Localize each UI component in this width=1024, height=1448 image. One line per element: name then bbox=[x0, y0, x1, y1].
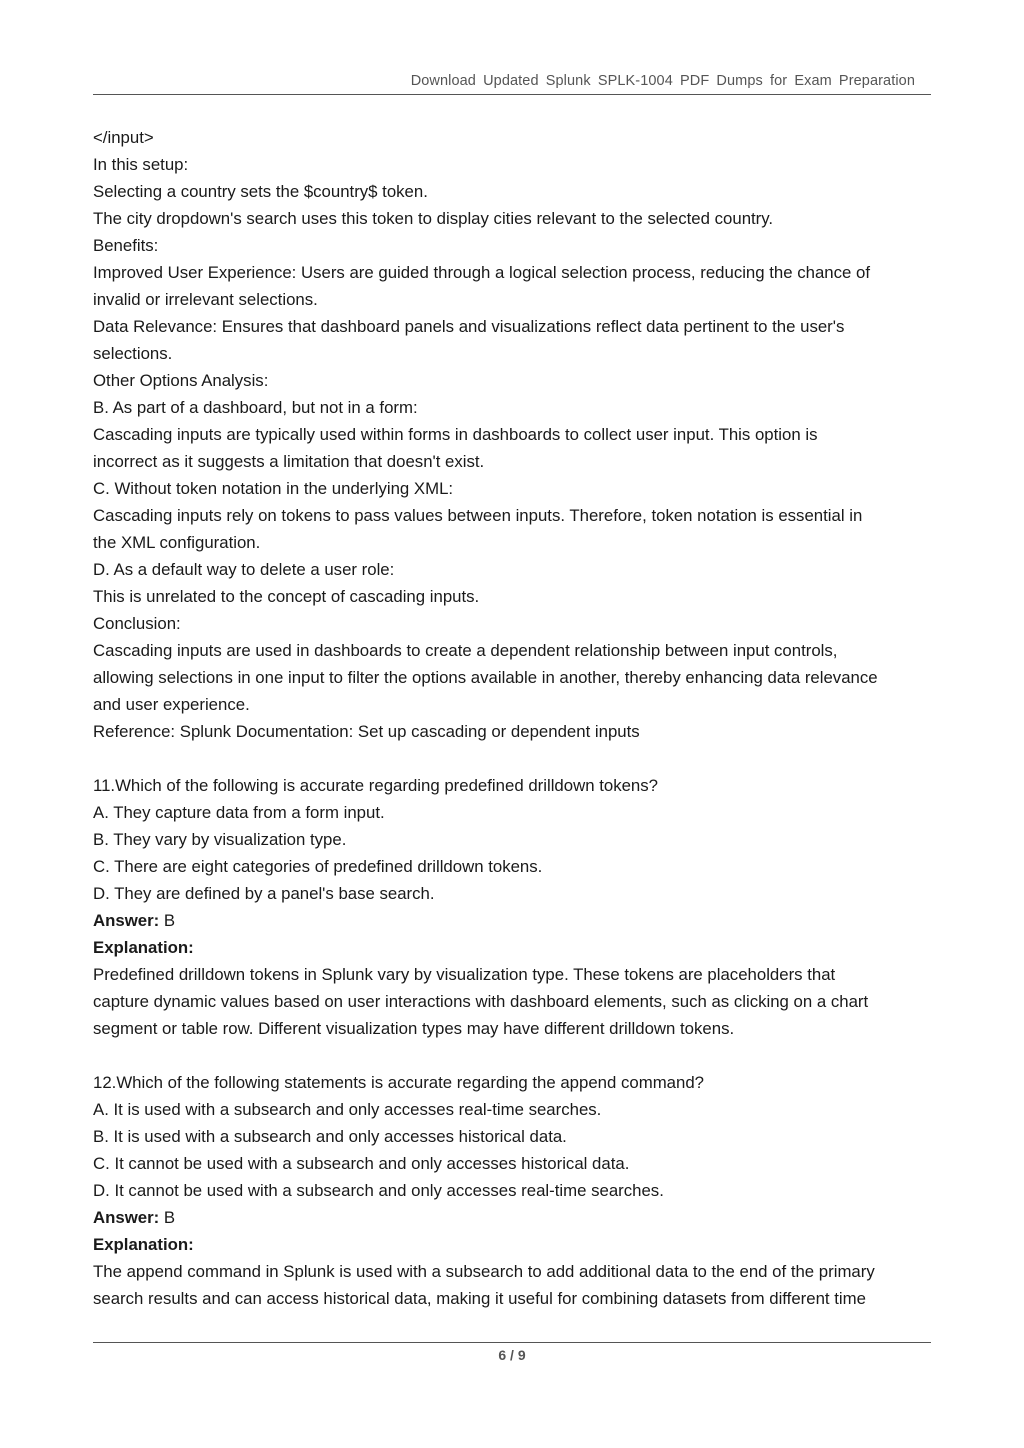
text-line: D. As a default way to delete a user role: bbox=[93, 560, 395, 579]
q11-option-d: D. They are defined by a panel's base search. bbox=[93, 884, 435, 903]
text-line: and user experience. bbox=[93, 695, 250, 714]
q11-option-b: B. They vary by visualization type. bbox=[93, 830, 347, 849]
text-line: Cascading inputs rely on tokens to pass values between inputs. Therefore, token notation is essential in bbox=[93, 506, 863, 525]
text-line: The city dropdown's search uses this token to display cities relevant to the selected country. bbox=[93, 209, 774, 228]
q12-option-b: B. It is used with a subsearch and only accesses historical data. bbox=[93, 1127, 567, 1146]
q12-option-d: D. It cannot be used with a subsearch and only accesses real-time searches. bbox=[93, 1181, 664, 1200]
answer-value: B bbox=[159, 1208, 176, 1227]
q11-explanation-line: segment or table row. Different visualization types may have different drilldown tokens. bbox=[93, 1019, 735, 1038]
q11-explanation-line: capture dynamic values based on user interactions with dashboard elements, such as clicking on a chart bbox=[93, 992, 869, 1011]
q12-answer bbox=[93, 1204, 943, 1231]
answer-label: Answer: bbox=[93, 1208, 160, 1227]
text-line: </input> bbox=[93, 128, 154, 147]
q12-explanation-line: The append command in Splunk is used with a subsearch to add additional data to the end of the primary bbox=[93, 1262, 875, 1281]
q12-option-c: C. It cannot be used with a subsearch and only accesses historical data. bbox=[93, 1154, 630, 1173]
text-line: incorrect as it suggests a limitation that doesn't exist. bbox=[93, 452, 485, 471]
text-line: allowing selections in one input to filter the options available in another, thereby enhancing data relevance bbox=[93, 668, 878, 687]
page-number: 6 / 9 bbox=[498, 1347, 526, 1363]
question-11: 11.Which of the following is accurate regarding predefined drilldown tokens? bbox=[93, 776, 658, 795]
page-header bbox=[93, 72, 931, 95]
text-line: Selecting a country sets the $country$ token. bbox=[93, 182, 428, 201]
text-line: Benefits: bbox=[93, 236, 159, 255]
text-line: This is unrelated to the concept of cascading inputs. bbox=[93, 587, 480, 606]
text-line: Improved User Experience: Users are guided through a logical selection process, reducing the chance of bbox=[93, 263, 871, 282]
text-line: In this setup: bbox=[93, 155, 189, 174]
q11-explanation-label: Explanation: bbox=[93, 938, 194, 957]
answer-label: Answer: bbox=[93, 911, 160, 930]
text-line: Cascading inputs are used in dashboards to create a dependent relationship between input controls, bbox=[93, 641, 838, 660]
q11-option-a: A. They capture data from a form input. bbox=[93, 803, 385, 822]
reference-line: Reference: Splunk Documentation: Set up cascading or dependent inputs bbox=[93, 722, 640, 741]
text-line: Cascading inputs are typically used within forms in dashboards to collect user input. This option is bbox=[93, 425, 818, 444]
text-line: invalid or irrelevant selections. bbox=[93, 290, 318, 309]
page-content bbox=[93, 124, 943, 1312]
header-title: Download Updated Splunk SPLK-1004 PDF Dumps for Exam Preparation bbox=[410, 73, 915, 89]
answer-value: B bbox=[159, 911, 176, 930]
text-line: Other Options Analysis: bbox=[93, 371, 269, 390]
spacer bbox=[93, 1042, 943, 1069]
text-line: Conclusion: bbox=[93, 614, 181, 633]
spacer bbox=[93, 745, 943, 772]
text-line: B. As part of a dashboard, but not in a form: bbox=[93, 398, 418, 417]
q12-explanation-line: search results and can access historical data, making it useful for combining datasets from different time bbox=[93, 1289, 866, 1308]
text-line: C. Without token notation in the underlying XML: bbox=[93, 479, 454, 498]
q11-answer bbox=[93, 907, 943, 934]
text-line: Data Relevance: Ensures that dashboard panels and visualizations reflect data pertinent to the user's bbox=[93, 317, 845, 336]
q11-explanation-line: Predefined drilldown tokens in Splunk vary by visualization type. These tokens are placeholders that bbox=[93, 965, 836, 984]
text-line: selections. bbox=[93, 344, 173, 363]
text-line: the XML configuration. bbox=[93, 533, 261, 552]
page-footer bbox=[93, 1342, 931, 1363]
q11-option-c: C. There are eight categories of predefined drilldown tokens. bbox=[93, 857, 543, 876]
question-12: 12.Which of the following statements is accurate regarding the append command? bbox=[93, 1073, 704, 1092]
q12-option-a: A. It is used with a subsearch and only accesses real-time searches. bbox=[93, 1100, 602, 1119]
q12-explanation-label: Explanation: bbox=[93, 1235, 194, 1254]
